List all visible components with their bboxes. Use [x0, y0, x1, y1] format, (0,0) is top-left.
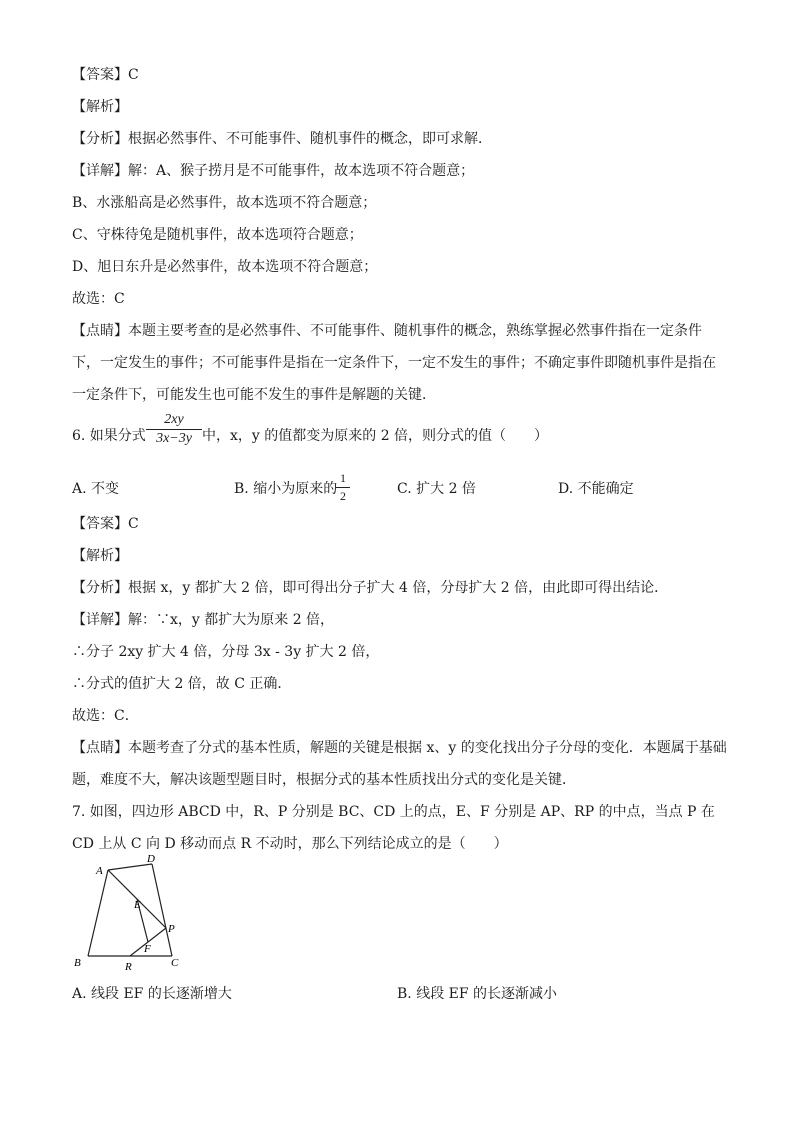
- label-f: F: [144, 943, 151, 955]
- q5-fenxi: 【分析】根据必然事件、不可能事件、随机事件的概念，即可求解．: [72, 131, 492, 147]
- q6-analysis-tag: 【解析】: [72, 548, 128, 564]
- label-b: B: [74, 957, 81, 969]
- q5-xiangjie: 【详解】解：A、猴子捞月是不可能事件，故本选项不符合题意；: [72, 163, 475, 179]
- q6-fraction: [146, 412, 202, 447]
- label-e: E: [134, 899, 141, 911]
- label-r: R: [125, 961, 132, 973]
- q7-quadrilateral-figure: [68, 852, 188, 974]
- q6-answer: 【答案】C: [72, 516, 139, 532]
- q5-choose: 故选：C: [72, 291, 125, 307]
- q6-option-a: A. 不变: [72, 481, 120, 497]
- q5-analysis-tag: 【解析】: [72, 99, 128, 115]
- label-a: A: [96, 865, 103, 877]
- q6-frac-numerator: 2xy: [146, 412, 202, 430]
- label-c: C: [171, 957, 179, 969]
- q5-dianjing-1: 【点睛】本题主要考查的是必然事件、不可能事件、随机事件的概念，熟练掌握必然事件指在一定条件: [72, 323, 702, 339]
- q6-option-b: B. 缩小为原来的: [234, 481, 338, 497]
- q6-dianjing-1: 【点睛】本题考查了分式的基本性质，解题的关键是根据 x、y 的变化找出分子分母的变化．本题属于基础: [72, 740, 727, 756]
- q5-line-b: B、水涨船高是必然事件，故本选项不符合题意；: [72, 195, 377, 211]
- q7-stem-1: 7. 如图，四边形 ABCD 中，R、P 分别是 BC、CD 上的点，E、F 分别是 AP、RP 的中点，当点 P 在: [72, 804, 715, 820]
- q5-dianjing-3: 一定条件下，可能发生也可能不发生的事件是解题的关键．: [72, 387, 436, 403]
- q6-choose: 故选：C．: [72, 708, 139, 724]
- q6-stem-pre: 6. 如果分式: [72, 428, 146, 444]
- q6-xiangjie: 【详解】解：∵x，y 都扩大为原来 2 倍，: [72, 612, 335, 628]
- q6-option-d: D. 不能确定: [558, 481, 634, 497]
- edge-ad: [108, 864, 152, 870]
- q5-line-c: C、守株待兔是随机事件，故本选项符合题意；: [72, 227, 363, 243]
- q6-option-c: C. 扩大 2 倍: [397, 481, 476, 497]
- q5-dianjing-2: 下，一定发生的事件；不可能事件是指在一定条件下，一定不发生的事件；不确定事件即随机事件是指在: [72, 355, 716, 371]
- q5-answer: 【答案】C: [72, 67, 139, 83]
- edge-dc: [152, 864, 172, 956]
- q6-dianjing-2: 题，难度不大，解决该题型题目时，根据分式的基本性质找出分式的变化是关键．: [72, 772, 576, 788]
- q6-fenxi: 【分析】根据 x，y 都扩大 2 倍，即可得出分子扩大 4 倍，分母扩大 2 倍，由此即可得出结论．: [72, 580, 669, 596]
- label-d: D: [147, 853, 155, 865]
- q6-option-b-fraction: [336, 471, 350, 504]
- q6-option-b-num: 1: [336, 471, 350, 488]
- q7-option-a: A. 线段 EF 的长逐渐增大: [72, 986, 232, 1002]
- q6-stem-post: 中，x，y 的值都变为原来的 2 倍，则分式的值（ ）: [202, 428, 549, 444]
- q7-option-b: B. 线段 EF 的长逐渐减小: [397, 986, 558, 1002]
- q5-line-d: D、旭日东升是必然事件，故本选项不符合题意；: [72, 259, 378, 275]
- q7-stem-2: CD 上从 C 向 D 移动而点 R 不动时，那么下列结论成立的是（ ）: [72, 836, 508, 852]
- q6-step1: ∴分子 2xy 扩大 4 倍，分母 3x - 3y 扩大 2 倍，: [72, 644, 380, 660]
- q6-frac-denominator: 3x−3y: [156, 431, 192, 446]
- q6-step2: ∴分式的值扩大 2 倍，故 C 正确．: [72, 676, 292, 692]
- label-p: P: [168, 923, 175, 935]
- q6-option-b-den: 2: [340, 489, 346, 503]
- edge-ba: [88, 870, 108, 956]
